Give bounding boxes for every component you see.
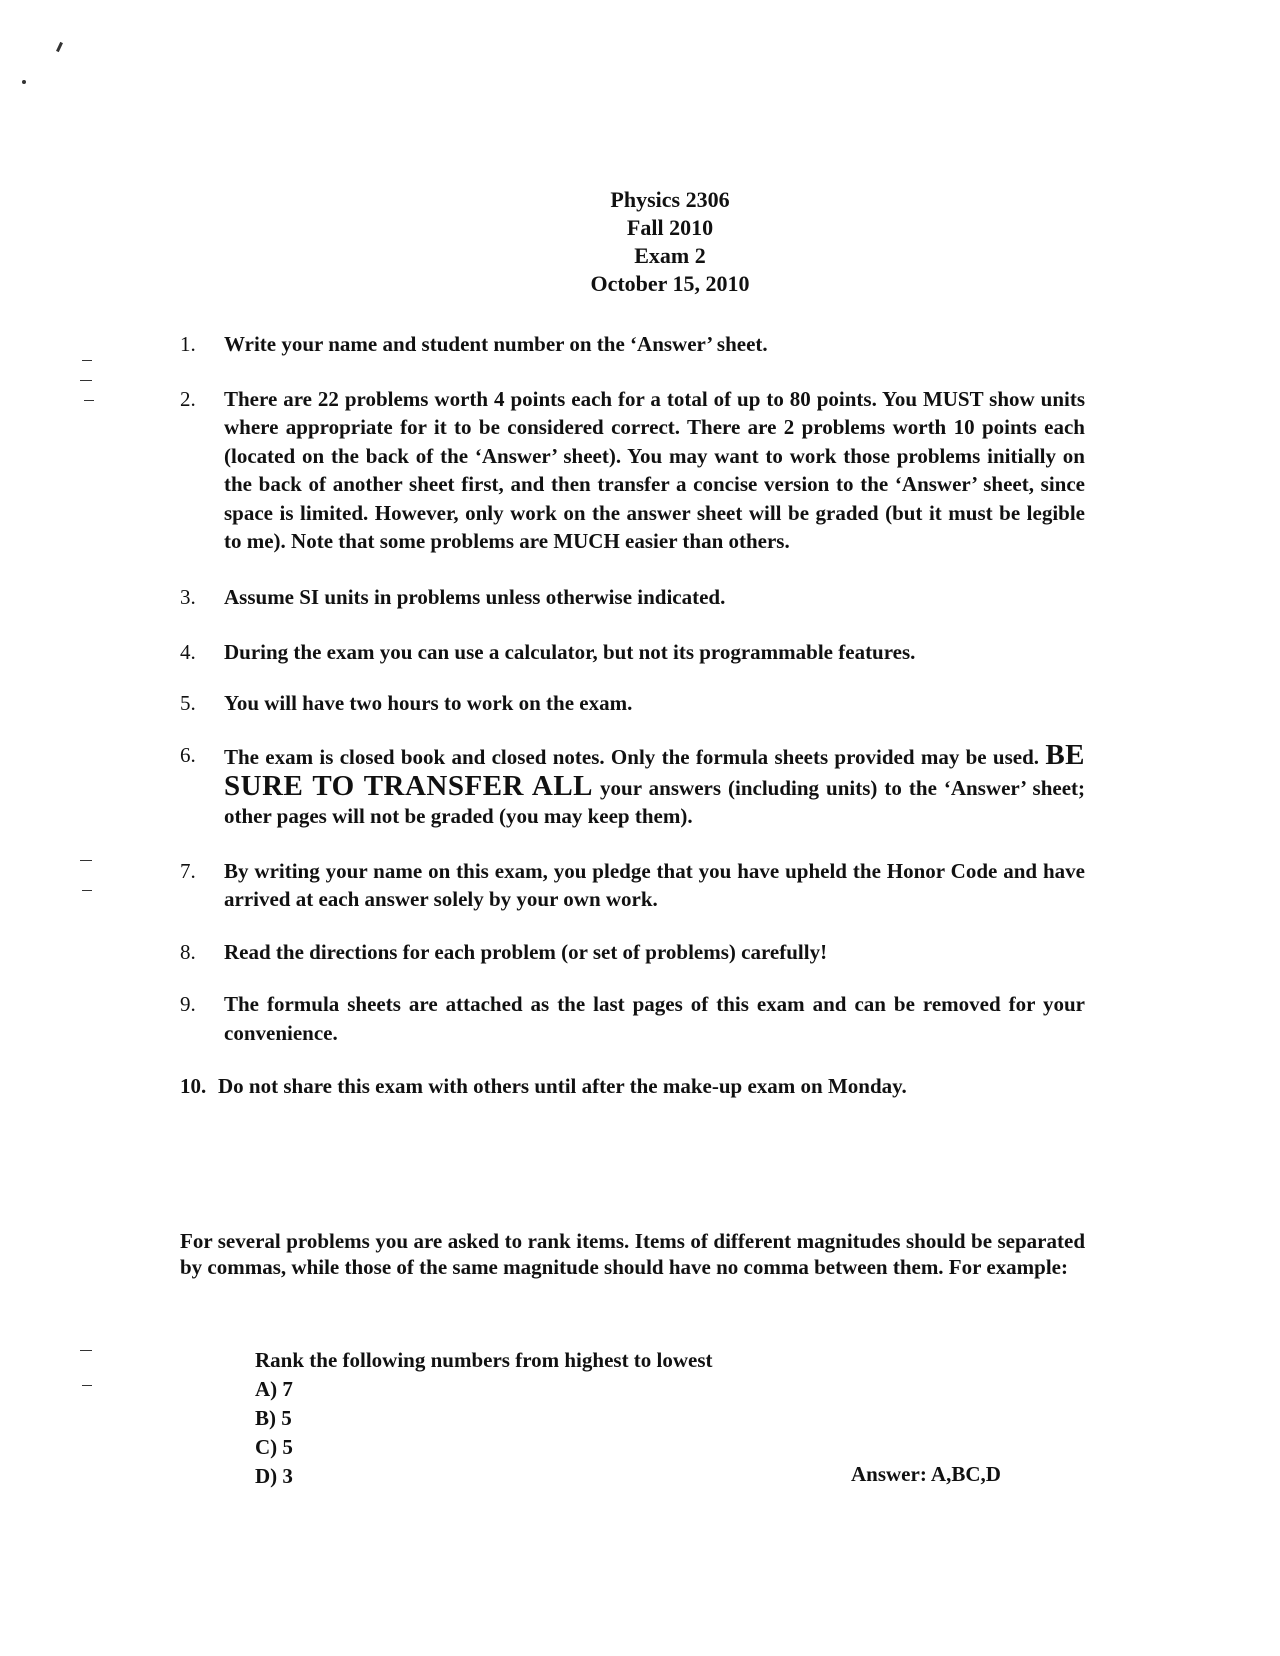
exam-number: Exam 2 [634, 243, 706, 268]
example-option: A) 7 [255, 1377, 293, 1401]
item-number: 9. [180, 992, 196, 1016]
exam-header [0, 186, 1280, 298]
instruction-item [180, 689, 1085, 718]
item-text: Read the directions for each problem (or set of problems) carefully! [224, 939, 828, 964]
term: Fall 2010 [626, 215, 714, 240]
instruction-item [180, 857, 1085, 914]
scan-mark [84, 400, 94, 401]
example-prompt: Rank the following numbers from highest to lowest [255, 1348, 713, 1372]
example-option: D) 3 [255, 1464, 293, 1488]
instruction-item [180, 330, 1085, 359]
instruction-item [180, 990, 1085, 1047]
item-text: The formula sheets are attached as the last pages of this exam and can be removed for your convenience. [224, 992, 1085, 1045]
item-text: By writing your name on this exam, you pledge that you have upheld the Honor Code and have arrived at each answer solely by your own work. [224, 858, 1085, 911]
item-text: You will have two hours to work on the exam. [224, 690, 633, 715]
scan-mark [82, 1385, 92, 1386]
item-number: 3. [180, 584, 196, 609]
example-option: B) 5 [255, 1406, 292, 1430]
example-option: C) 5 [255, 1435, 293, 1459]
item-text: During the exam you can use a calculator, but not its programmable features. [224, 640, 916, 664]
item-number: 1. [180, 332, 196, 356]
instruction-item [180, 583, 1085, 612]
item-number: 8. [180, 939, 196, 964]
item-text-after: your answers (including units) to the ‘Answer’ sheet; other pages will not be graded (you may keep them). [224, 775, 1086, 828]
scan-mark [56, 42, 63, 52]
item-number: 6. [180, 743, 196, 767]
scan-mark [80, 860, 92, 861]
exam-date: October 15, 2010 [590, 271, 750, 296]
item-number: 2. [180, 386, 196, 411]
item-number: 10. [180, 1074, 207, 1098]
item-text-before: The exam is closed book and closed notes. Only the formula sheets provided may be used. [224, 745, 1040, 769]
ranking-example [255, 1346, 713, 1491]
ranking-note: For several problems you are asked to rank items. Items of different magnitudes should be separated by commas, while those of the same magnitude should have no comma between them. For example: [180, 1229, 1085, 1279]
instruction-item [180, 1072, 1085, 1101]
example-answer: Answer: A,BC,D [851, 1462, 1001, 1486]
transfer-emphasis: BE SURE TO TRANSFER ALL [224, 739, 1085, 802]
instruction-item [180, 638, 1085, 667]
scan-mark [82, 360, 92, 361]
item-text: Write your name and student number on the ‘Answer’ sheet. [224, 332, 768, 356]
instruction-list [180, 330, 1085, 1101]
item-number: 4. [180, 640, 196, 664]
item-number: 5. [180, 690, 196, 715]
scan-mark [80, 1350, 92, 1351]
instruction-item [180, 741, 1085, 831]
item-text: There are 22 problems worth 4 points each for a total of up to 80 points. You MUST show units where appropriate for it to be considered correct. There are 2 problems worth 10 points each (located on the back of the ‘Answer’ sheet). You may want to work those problems initially on the back of another sheet first, and then transfer a concise version to the ‘Answer’ sheet, since space is limited. However, only work on the answer sheet will be graded (but it must be legible to me). Note that some problems are MUCH easier than others. [224, 386, 1085, 553]
scan-mark [82, 890, 92, 891]
item-number: 7. [180, 858, 196, 883]
scan-mark [80, 380, 92, 381]
item-text: Do not share this exam with others until after the make-up exam on Monday. [218, 1074, 907, 1098]
item-text: Assume SI units in problems unless otherwise indicated. [224, 584, 726, 609]
instruction-item [180, 385, 1085, 556]
course-title: Physics 2306 [610, 187, 730, 212]
scan-mark [22, 80, 26, 84]
instruction-item [180, 938, 1085, 967]
